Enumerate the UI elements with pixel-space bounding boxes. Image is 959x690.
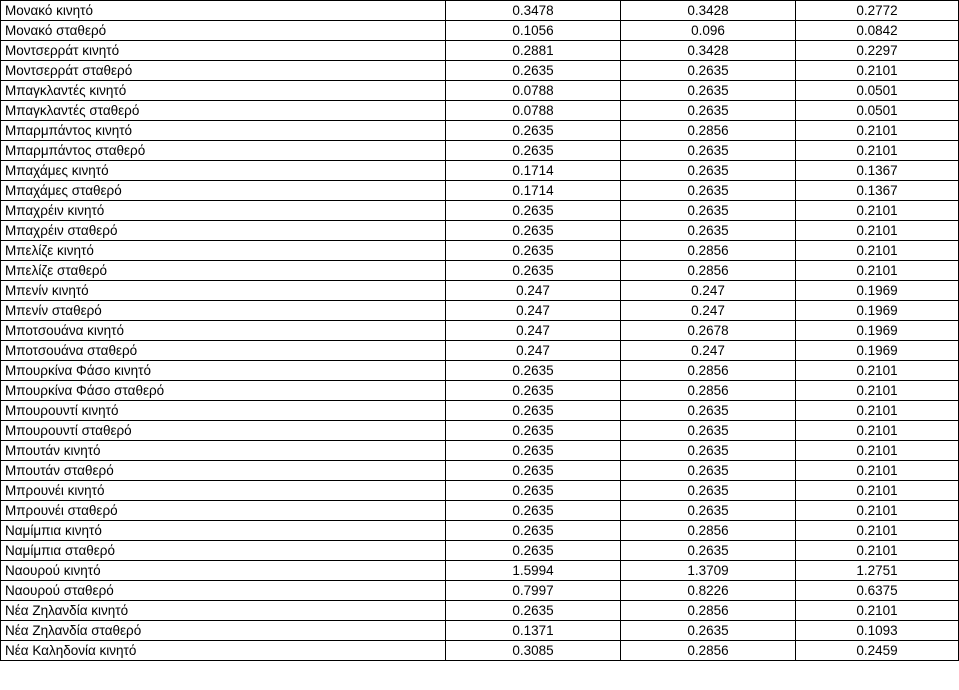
rate-cell-3: 0.2459 [796,641,959,661]
rate-cell-1: 0.2635 [446,441,621,461]
rate-cell-1: 0.2635 [446,201,621,221]
rate-cell-2: 0.2635 [621,181,796,201]
destination-cell: Μπουτάν σταθερό [1,461,446,481]
rate-cell-1: 0.3478 [446,1,621,21]
destination-cell: Μπαγκλαντές σταθερό [1,101,446,121]
table-row [1,521,959,541]
rate-cell-1: 0.0788 [446,81,621,101]
table-row [1,641,959,661]
rate-cell-2: 0.3428 [621,41,796,61]
rate-cell-3: 0.1367 [796,161,959,181]
destination-cell: Μπαγκλαντές κινητό [1,81,446,101]
rate-cell-1: 0.1056 [446,21,621,41]
table-row [1,461,959,481]
destination-cell: Μπουρκίνα Φάσο σταθερό [1,381,446,401]
rate-cell-2: 0.2856 [621,381,796,401]
table-row [1,381,959,401]
destination-cell: Μπαχάμες κινητό [1,161,446,181]
rate-cell-3: 0.2101 [796,361,959,381]
destination-cell: Ναουρού σταθερό [1,581,446,601]
rate-cell-2: 0.2635 [621,621,796,641]
rate-cell-1: 0.247 [446,301,621,321]
destination-cell: Μοντσερράτ σταθερό [1,61,446,81]
rate-cell-2: 0.2856 [621,241,796,261]
rate-cell-3: 0.2101 [796,121,959,141]
destination-cell: Μπαρμπάντος σταθερό [1,141,446,161]
destination-cell: Ναουρού κινητό [1,561,446,581]
rate-cell-2: 0.2635 [621,101,796,121]
rate-cell-2: 0.2635 [621,141,796,161]
destination-cell: Μπελίζε κινητό [1,241,446,261]
table-row [1,481,959,501]
rate-cell-1: 0.2635 [446,461,621,481]
rate-cell-3: 0.2297 [796,41,959,61]
destination-cell: Νέα Καληδονία κινητό [1,641,446,661]
rate-cell-3: 0.2101 [796,541,959,561]
table-row [1,561,959,581]
table-row [1,221,959,241]
table-row [1,41,959,61]
rate-cell-2: 0.8226 [621,581,796,601]
rate-cell-3: 1.2751 [796,561,959,581]
rate-cell-3: 0.2101 [796,461,959,481]
table-row [1,581,959,601]
rate-cell-3: 0.2101 [796,201,959,221]
destination-cell: Νέα Ζηλανδία σταθερό [1,621,446,641]
destination-cell: Μπαχρέιν σταθερό [1,221,446,241]
rate-cell-1: 0.247 [446,321,621,341]
rate-cell-3: 0.0501 [796,81,959,101]
rate-cell-2: 0.2635 [621,501,796,521]
rate-cell-3: 0.2101 [796,241,959,261]
rate-cell-2: 0.2856 [621,521,796,541]
rate-cell-3: 0.2101 [796,421,959,441]
table-row [1,141,959,161]
table-row [1,421,959,441]
table-row [1,621,959,641]
table-row [1,161,959,181]
rate-cell-1: 0.2635 [446,261,621,281]
rate-cell-1: 0.2881 [446,41,621,61]
rate-cell-3: 0.2101 [796,141,959,161]
rate-cell-3: 0.1969 [796,301,959,321]
rate-cell-3: 0.1367 [796,181,959,201]
rate-cell-1: 0.7997 [446,581,621,601]
rate-cell-1: 0.3085 [446,641,621,661]
rate-cell-3: 0.6375 [796,581,959,601]
destination-cell: Μονακό σταθερό [1,21,446,41]
rate-cell-1: 0.1714 [446,161,621,181]
table-row [1,181,959,201]
rate-cell-1: 0.2635 [446,141,621,161]
rate-cell-2: 0.2856 [621,121,796,141]
rate-cell-1: 0.2635 [446,361,621,381]
rate-cell-3: 0.1969 [796,341,959,361]
rate-cell-1: 1.5994 [446,561,621,581]
destination-cell: Μπελίζε σταθερό [1,261,446,281]
destination-cell: Μπουτάν κινητό [1,441,446,461]
destination-cell: Μποτσουάνα κινητό [1,321,446,341]
table-row [1,261,959,281]
rate-cell-2: 0.2678 [621,321,796,341]
destination-cell: Μπαχρέιν κινητό [1,201,446,221]
rate-cell-2: 0.3428 [621,1,796,21]
rate-cell-3: 0.1969 [796,281,959,301]
table-row [1,441,959,461]
rate-cell-1: 0.2635 [446,241,621,261]
rate-cell-2: 0.2856 [621,261,796,281]
destination-cell: Μπρουνέι κινητό [1,481,446,501]
rate-cell-3: 0.2772 [796,1,959,21]
rate-cell-2: 0.2856 [621,641,796,661]
table-row [1,201,959,221]
table-row [1,21,959,41]
rate-cell-1: 0.0788 [446,101,621,121]
destination-cell: Νέα Ζηλανδία κινητό [1,601,446,621]
rate-cell-1: 0.247 [446,341,621,361]
destination-cell: Ναμίμπια σταθερό [1,541,446,561]
destination-cell: Μπαρμπάντος κινητό [1,121,446,141]
rate-cell-1: 0.2635 [446,481,621,501]
destination-cell: Μπουρκίνα Φάσο κινητό [1,361,446,381]
rate-cell-2: 0.2635 [621,401,796,421]
table-row [1,1,959,21]
destination-cell: Ναμίμπια κινητό [1,521,446,541]
rate-cell-3: 0.1969 [796,321,959,341]
rate-cell-2: 0.2635 [621,541,796,561]
destination-cell: Μπενίν κινητό [1,281,446,301]
table-row [1,361,959,381]
rate-cell-3: 0.0501 [796,101,959,121]
rate-cell-1: 0.2635 [446,61,621,81]
rate-cell-3: 0.2101 [796,521,959,541]
rate-cell-1: 0.1714 [446,181,621,201]
rate-cell-3: 0.2101 [796,381,959,401]
rate-cell-2: 0.2635 [621,461,796,481]
rate-cell-1: 0.2635 [446,401,621,421]
rate-cell-1: 0.2635 [446,601,621,621]
table-row [1,541,959,561]
rate-cell-2: 0.247 [621,301,796,321]
destination-cell: Μονακό κινητό [1,1,446,21]
rate-cell-2: 0.2635 [621,81,796,101]
rate-cell-1: 0.2635 [446,541,621,561]
table-row [1,81,959,101]
rate-cell-1: 0.2635 [446,501,621,521]
rate-cell-1: 0.2635 [446,381,621,401]
rate-cell-2: 0.2635 [621,481,796,501]
rate-cell-3: 0.2101 [796,441,959,461]
destination-cell: Μπαχάμες σταθερό [1,181,446,201]
rate-cell-3: 0.2101 [796,401,959,421]
rate-cell-3: 0.2101 [796,501,959,521]
rate-cell-2: 0.2856 [621,361,796,381]
rate-cell-2: 0.2635 [621,221,796,241]
destination-cell: Μπενίν σταθερό [1,301,446,321]
rate-cell-3: 0.1093 [796,621,959,641]
table-row [1,61,959,81]
rates-table-body [1,1,959,661]
table-row [1,301,959,321]
rate-cell-3: 0.2101 [796,261,959,281]
table-row [1,101,959,121]
rate-cell-3: 0.2101 [796,221,959,241]
destination-cell: Μποτσουάνα σταθερό [1,341,446,361]
rate-cell-1: 0.247 [446,281,621,301]
rate-cell-2: 0.2635 [621,441,796,461]
table-row [1,601,959,621]
table-row [1,401,959,421]
rate-cell-1: 0.2635 [446,521,621,541]
table-row [1,241,959,261]
destination-cell: Μπουρουντί σταθερό [1,421,446,441]
rate-cell-3: 0.2101 [796,601,959,621]
table-row [1,121,959,141]
rate-cell-1: 0.2635 [446,221,621,241]
destination-cell: Μπουρουντί κινητό [1,401,446,421]
rate-cell-3: 0.2101 [796,61,959,81]
rate-cell-1: 0.2635 [446,421,621,441]
rate-cell-2: 0.2635 [621,201,796,221]
rate-cell-1: 0.1371 [446,621,621,641]
rate-cell-2: 0.2856 [621,601,796,621]
rate-cell-3: 0.0842 [796,21,959,41]
table-row [1,321,959,341]
table-row [1,501,959,521]
rate-cell-2: 0.096 [621,21,796,41]
rate-cell-2: 0.2635 [621,61,796,81]
rate-cell-2: 0.247 [621,281,796,301]
rate-cell-2: 0.247 [621,341,796,361]
table-row [1,341,959,361]
rate-cell-1: 0.2635 [446,121,621,141]
destination-cell: Μοντσερράτ κινητό [1,41,446,61]
rate-cell-2: 0.2635 [621,421,796,441]
table-row [1,281,959,301]
destination-cell: Μπρουνέι σταθερό [1,501,446,521]
rate-cell-3: 0.2101 [796,481,959,501]
rate-cell-2: 1.3709 [621,561,796,581]
rate-cell-2: 0.2635 [621,161,796,181]
